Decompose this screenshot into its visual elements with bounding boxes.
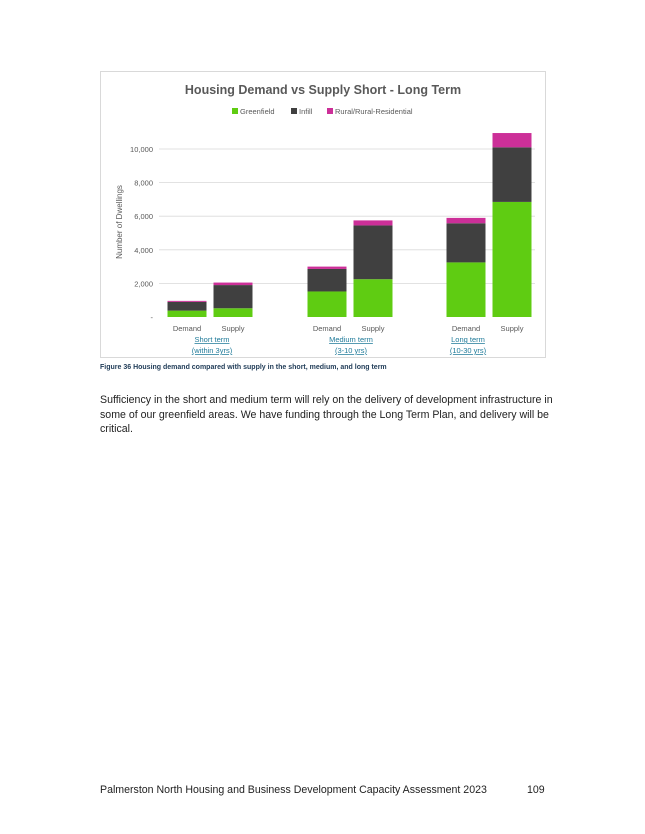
body-paragraph: Sufficiency in the short and medium term will rely on the delivery of development infrastructure in some of our greenfield areas. We have funding through the Long Term Plan, and delivery will be critical.: [100, 394, 553, 435]
bar-rural-rural-residential-4: [447, 218, 486, 223]
x-tick-label: Demand: [312, 324, 342, 333]
bar-greenfield-3: [354, 279, 393, 317]
legend-label-rural-rural-residential: Rural/Rural-Residential: [335, 107, 413, 116]
bar-greenfield-2: [308, 291, 347, 317]
bar-rural-rural-residential-2: [308, 267, 347, 269]
group-label-line1: Medium term: [329, 335, 373, 344]
bar-greenfield-0: [168, 311, 207, 317]
footer-title: Palmerston North Housing and Business Development Capacity Assessment 2023: [100, 784, 487, 796]
bar-rural-rural-residential-5: [493, 133, 532, 147]
x-tick-label: Supply: [361, 324, 385, 333]
x-tick-label: Demand: [451, 324, 481, 333]
bar-rural-rural-residential-1: [214, 283, 253, 286]
bar-infill-3: [354, 225, 393, 279]
y-tick-label: 6,000: [134, 212, 153, 222]
y-axis-label: Number of Dwellings: [115, 185, 124, 259]
bar-infill-1: [214, 285, 253, 308]
bar-greenfield-1: [214, 308, 253, 317]
page-number: 109: [527, 784, 545, 796]
y-tick-label: 10,000: [130, 145, 153, 154]
legend-label-greenfield: Greenfield: [240, 107, 275, 116]
figure-caption: Figure 36 Housing demand compared with supply in the short, medium, and long term: [100, 364, 387, 371]
bar-infill-5: [493, 147, 532, 202]
bar-rural-rural-residential-3: [354, 220, 393, 225]
y-tick-label: 4,000: [134, 245, 153, 255]
legend-swatch-greenfield: [232, 108, 238, 114]
bar-greenfield-4: [447, 262, 486, 317]
y-tick-label: 8,000: [134, 178, 153, 188]
legend-swatch-rural-rural-residential: [327, 108, 333, 114]
legend-label-infill: Infill: [299, 107, 313, 116]
group-label-line2: (3-10 yrs): [334, 346, 368, 355]
x-tick-label: Supply: [500, 324, 524, 333]
x-tick-label: Demand: [172, 324, 202, 333]
bar-greenfield-5: [493, 202, 532, 317]
x-tick-label: Supply: [221, 324, 245, 333]
group-label-line2: (within 3yrs): [191, 346, 233, 355]
chart-container: [100, 71, 546, 358]
group-label-line1: Short term: [194, 335, 230, 344]
y-tick-label: 2,000: [134, 279, 153, 289]
bar-infill-0: [168, 302, 207, 311]
y-tick-label: -: [150, 313, 153, 322]
bar-rural-rural-residential-0: [168, 301, 207, 302]
group-label-line1: Long term: [451, 335, 485, 344]
bar-infill-2: [308, 269, 347, 292]
chart-title: Housing Demand vs Supply Short - Long Term: [184, 83, 462, 97]
group-label-line2: (10-30 yrs): [449, 346, 487, 355]
bar-infill-4: [447, 223, 486, 262]
legend-swatch-infill: [291, 108, 297, 114]
housing-chart: [101, 72, 545, 357]
